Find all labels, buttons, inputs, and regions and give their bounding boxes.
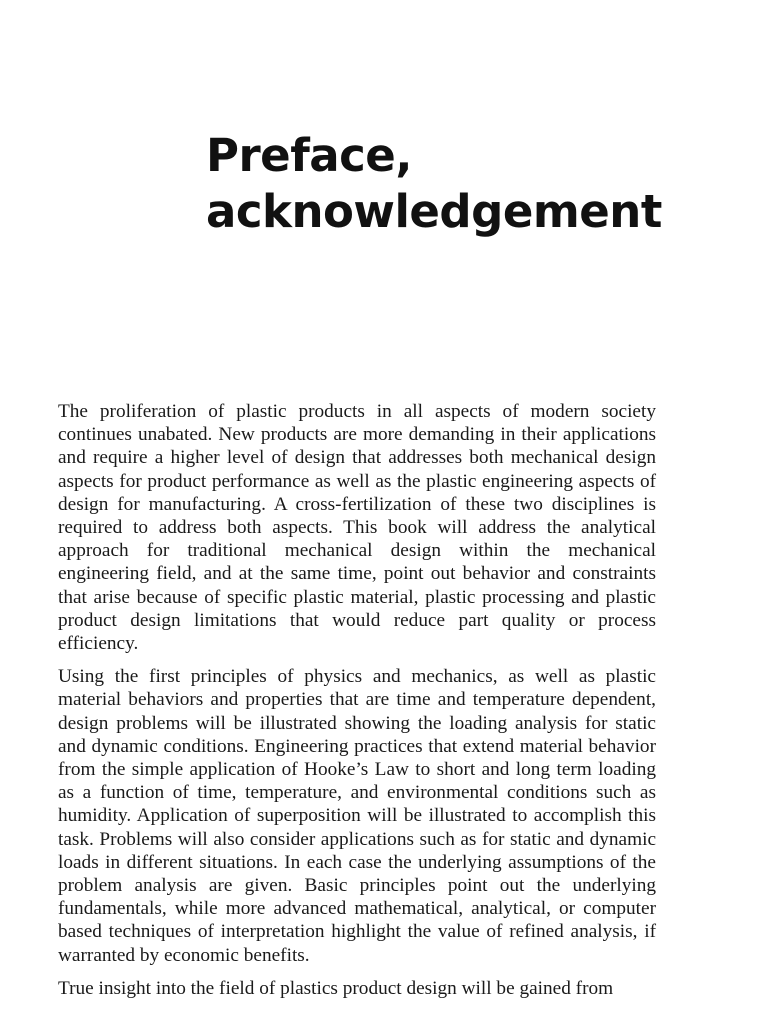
paragraph-1: The proliferation of plastic products in all aspects of modern society continues unabated. New products are more demanding in their applications and require a higher level of design that addresses both mechanical design aspects for product performance as well as the plastic engineering aspects of design for manufacturing. A cross-fertilization of these two disciplines is required to address both aspects. This book will address the analytical approach for traditional mechanical design within the mechanical engineering field, and at the same time, point out behavior and constraints that arise because of specific plastic material, plastic processing and plastic product design limitations that would reduce part quality or process efficiency.: [58, 401, 656, 655]
paragraph-3: True insight into the field of plastics product design will be gained from: [58, 977, 614, 999]
page-title: [206, 128, 726, 240]
body-text: [58, 400, 656, 1010]
title-line-2: acknowledgement: [206, 185, 662, 238]
title-line-1: Preface,: [206, 129, 412, 182]
paragraph-2: Using the first principles of physics and mechanics, as well as plastic material behaviors and properties that are time and temperature dependent, design problems will be illustrated showing the loading analysis for static and dynamic conditions. Engineering practices that extend material behavior from the simple application of Hooke’s Law to short and long term loading as a function of time, temperature, and environmental conditions such as humidity. Application of superposition will be illustrated to accomplish this task. Problems will also consider applications such as for static and dynamic loads in different situations. In each case the underlying assumptions of the problem analysis are given. Basic principles point out the underlying fundamentals, while more advanced mathematical, analytical, or computer based techniques of interpretation highlight the value of refined analysis, if warranted by economic benefits.: [58, 666, 656, 966]
